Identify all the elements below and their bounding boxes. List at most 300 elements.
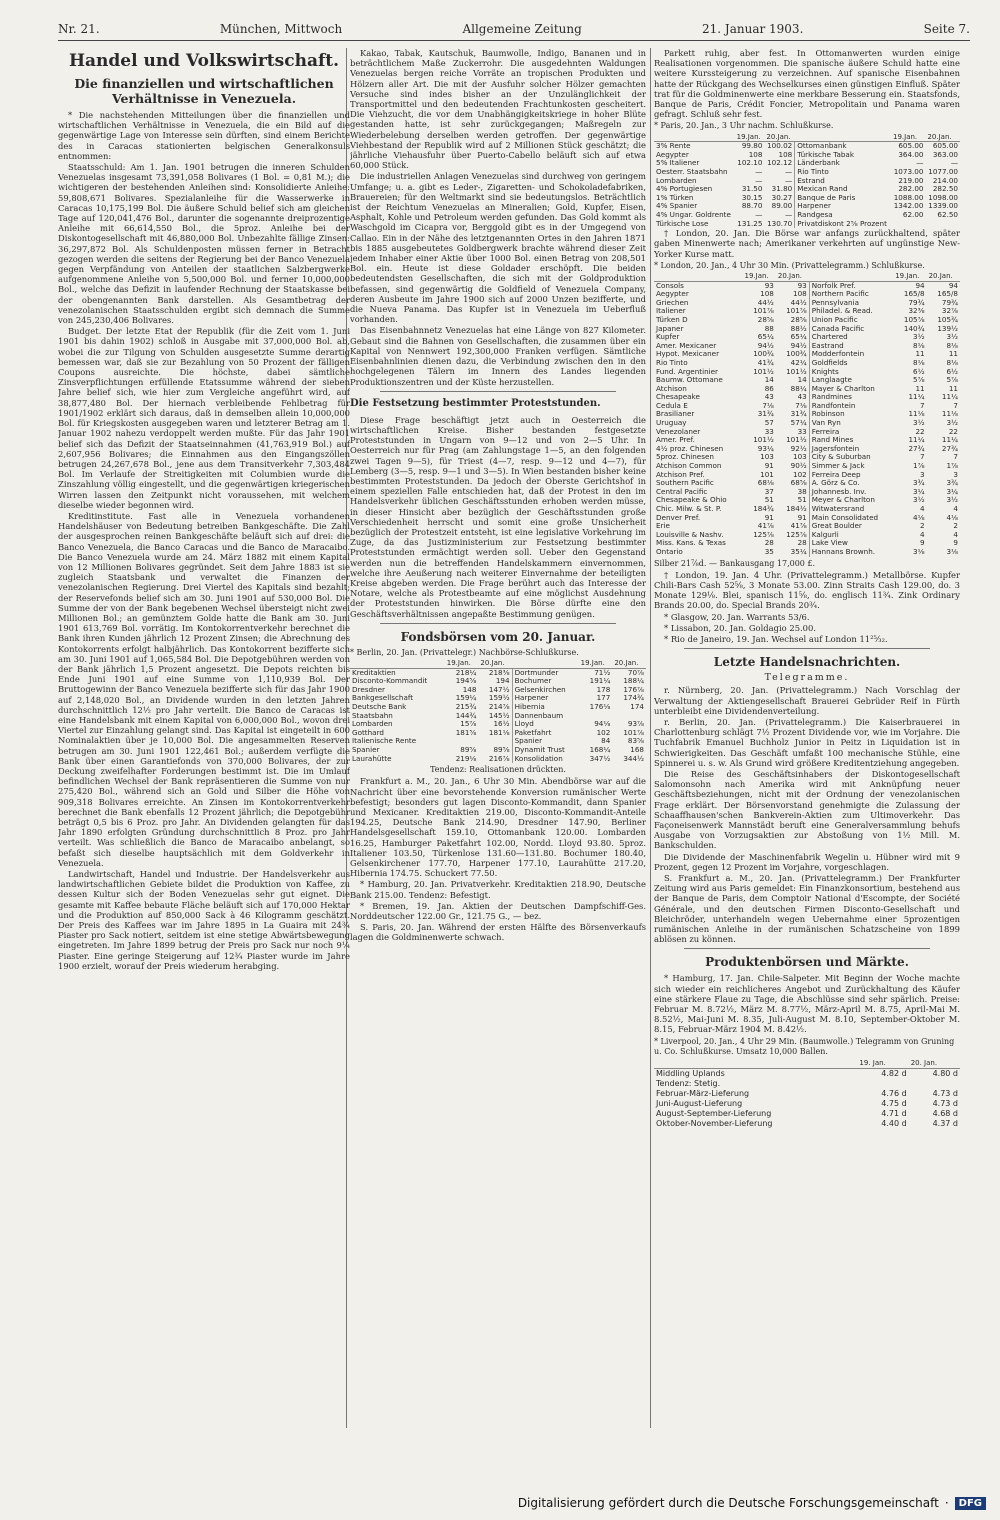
table-cell: 219.00 bbox=[898, 176, 924, 185]
table-row bbox=[654, 307, 960, 316]
table-cell: 7⅛ bbox=[762, 401, 774, 410]
column-header bbox=[654, 1058, 857, 1069]
table-cell: Konsolidation bbox=[512, 755, 579, 764]
table-cell: Rand Mines bbox=[809, 436, 893, 445]
table-cell: 68⅝ bbox=[790, 479, 807, 488]
table-row bbox=[350, 703, 646, 712]
table-cell: 194 bbox=[495, 677, 510, 686]
table-cell: 101½ bbox=[753, 367, 774, 376]
table-cell: Kalgurli bbox=[809, 531, 893, 540]
berlin-dateline: * Berlin, 20. Jan. (Privattelegr.) Nachbörse-Schlußkurse. bbox=[350, 647, 579, 657]
table-cell: 102.10 bbox=[737, 159, 763, 168]
table-cell: 344½ bbox=[623, 754, 644, 763]
table-cell: 4.75 d bbox=[881, 1099, 907, 1109]
table-row bbox=[654, 402, 960, 411]
table-cell: Türken D bbox=[656, 315, 688, 324]
table-cell: 7⅛ bbox=[795, 401, 807, 410]
table-row bbox=[654, 316, 960, 325]
table-row bbox=[654, 1069, 960, 1080]
table-cell: 7 bbox=[920, 453, 925, 462]
table-cell: Atchison bbox=[656, 384, 687, 393]
table-cell: 219⅛ bbox=[455, 754, 477, 763]
table-cell bbox=[891, 220, 925, 229]
table-row bbox=[654, 548, 960, 557]
table-row bbox=[654, 410, 960, 419]
table-row bbox=[654, 185, 960, 194]
table-cell: 11 bbox=[915, 350, 925, 359]
table-cell: Mayer & Charlton bbox=[809, 385, 893, 394]
berlin-note: Tendenz: Realisationen drückten. bbox=[430, 765, 566, 775]
issue-date: 21. Januar 1903. bbox=[702, 22, 804, 36]
liverpool-table bbox=[654, 1058, 960, 1129]
table-cell: 101⅞ bbox=[786, 307, 807, 316]
table-cell: 174¾ bbox=[623, 694, 644, 703]
column-header: 19.Jan. bbox=[893, 272, 926, 281]
table-cell: Spanier bbox=[512, 737, 579, 746]
table-row bbox=[654, 1079, 960, 1089]
table-row bbox=[654, 376, 960, 385]
table-cell: Witwatersrand bbox=[809, 505, 893, 514]
paragraph: r. Nürnberg, 20. Jan. (Privattelegramm.) Nach Vorschlag der Verwaltung der Aktiengesellschaft Brauerei Gebrüder Reif in Fürth unterbleibt eine Dividendenverteilung. bbox=[654, 685, 960, 716]
table-cell: 108 bbox=[778, 150, 793, 159]
table-row bbox=[350, 755, 646, 764]
table-cell: 8⅛ bbox=[913, 358, 925, 367]
table-cell: Randmines bbox=[809, 393, 893, 402]
table-cell: 108 bbox=[748, 150, 763, 159]
table-cell: 43 bbox=[797, 393, 807, 402]
table-cell: Chic. Milw. & St. P. bbox=[656, 505, 722, 513]
table-cell: 11¼ bbox=[908, 436, 925, 445]
table-cell: 125⅞ bbox=[753, 530, 774, 539]
table-cell: Banque de Paris bbox=[795, 194, 891, 203]
table-cell: 42¼ bbox=[790, 358, 807, 367]
table-row bbox=[654, 488, 960, 497]
table-cell: 7 bbox=[920, 401, 925, 410]
table-cell: 99.80 bbox=[741, 141, 763, 151]
table-cell: Amer. Mexicaner bbox=[656, 341, 717, 350]
table-cell: 57 bbox=[764, 419, 774, 428]
table-cell: Dannenbaum bbox=[512, 712, 579, 721]
table-row bbox=[654, 368, 960, 377]
paragraph: * Hamburg, 20. Jan. Privatverkehr. Kreditaktien 218.90, Deutsche Bank 215.00. Tendenz: Befestigt. bbox=[350, 879, 646, 900]
table-cell: Simmer & Jack bbox=[809, 462, 893, 471]
table-cell: Amer. Pref. bbox=[656, 436, 695, 445]
table-cell: 102 bbox=[596, 728, 611, 737]
table-cell: Rio Tinto bbox=[795, 168, 891, 177]
table-row bbox=[654, 393, 960, 402]
column-header: 20.Jan. bbox=[764, 133, 794, 142]
fonds-title: Fondsbörsen vom 20. Januar. bbox=[400, 629, 596, 644]
table-cell: 27¾ bbox=[941, 444, 958, 453]
table-row bbox=[654, 299, 960, 308]
table-cell: Staatsbahn bbox=[352, 711, 393, 720]
table-cell: 4 bbox=[920, 530, 925, 539]
table-cell: Ontario bbox=[656, 547, 683, 556]
table-cell: 184¾ bbox=[753, 505, 774, 513]
table-cell: 4.37 d bbox=[932, 1119, 958, 1129]
table-cell: 3 bbox=[953, 470, 958, 479]
table-cell: 3¼ bbox=[913, 487, 925, 496]
table-cell: 41⅞ bbox=[790, 522, 807, 531]
table-cell: Rio Tinto bbox=[656, 358, 688, 367]
table-cell: 178 bbox=[596, 685, 611, 694]
table-row bbox=[654, 168, 960, 177]
table-cell: 4.73 d bbox=[932, 1089, 958, 1099]
table-cell: 44½ bbox=[757, 298, 774, 307]
table-cell: 62.00 bbox=[902, 210, 924, 219]
table-row bbox=[654, 211, 960, 220]
table-cell: 41¾ bbox=[757, 358, 774, 367]
table-cell: 79¾ bbox=[941, 298, 958, 307]
paragraph: * Bremen, 19. Jan. Aktien der Deutschen Dampfschiff-Ges. Norddeutscher 122.00 Gr., 121.75 G., — bez. bbox=[350, 900, 646, 921]
paragraph: * Rio de Janeiro, 19. Jan. Wechsel auf London 11²⁵⁄₃₂. bbox=[664, 633, 888, 644]
table-cell: Ottomanbank bbox=[795, 142, 891, 151]
table-cell: 89⅝ bbox=[460, 745, 477, 754]
table-cell: 159¼ bbox=[455, 694, 477, 703]
table-cell: Lloyd bbox=[512, 720, 579, 729]
table-cell: 282.50 bbox=[932, 185, 958, 194]
table-cell: 91 bbox=[764, 462, 774, 471]
table-cell: 4.80 d bbox=[932, 1069, 958, 1079]
table-cell: 15⅞ bbox=[460, 720, 477, 729]
footer-text: Digitalisierung gefördert durch die Deutsche Forschungsgemeinschaft bbox=[517, 1496, 939, 1510]
table-cell: 102 bbox=[793, 470, 807, 479]
table-row bbox=[654, 220, 960, 229]
table-cell: 108 bbox=[793, 290, 807, 299]
table-cell: 88¼ bbox=[790, 384, 807, 393]
table-cell: 11 bbox=[915, 384, 925, 393]
table-cell: City & Suburban bbox=[809, 453, 893, 462]
article-title: Die finanziellen und wirtschaftlichen Verhältnisse in Venezuela. bbox=[74, 76, 334, 106]
table-cell: Main Consolidated bbox=[809, 514, 893, 523]
table-cell: 88 bbox=[764, 324, 774, 333]
table-row bbox=[350, 746, 646, 755]
table-cell: Italienische Rente bbox=[352, 737, 417, 746]
table-cell: 1077.00 bbox=[928, 168, 958, 176]
table-cell: 1⅞ bbox=[946, 462, 958, 471]
table-cell: 89⅝ bbox=[493, 745, 510, 754]
table-cell bbox=[909, 1079, 960, 1089]
last-news-title: Letzte Handelsnachrichten. bbox=[713, 655, 901, 670]
table-cell: 33 bbox=[797, 427, 807, 436]
table-cell: Japaner bbox=[656, 324, 684, 333]
table-cell: Disconto-Kommandit bbox=[352, 677, 428, 686]
table-cell: 11¼ bbox=[941, 393, 958, 402]
table-cell: Türkische Lose bbox=[656, 219, 709, 228]
table-row bbox=[654, 142, 960, 151]
table-cell: — bbox=[785, 210, 793, 219]
page-number: Seite 7. bbox=[923, 22, 970, 36]
table-cell: 101 bbox=[760, 470, 774, 479]
article-title: Die Festsetzung bestimmter Proteststunden. bbox=[350, 397, 601, 409]
table-cell: 94⅛ bbox=[594, 720, 611, 729]
table-cell: 11¼ bbox=[941, 436, 958, 445]
silver-line: Silber 21⅞d. — Bankausgang 17,000 £. bbox=[654, 558, 816, 568]
table-cell: 3 bbox=[920, 470, 925, 479]
table-cell: 4% Portugiesen bbox=[656, 185, 713, 194]
column-header: 20.Jan. bbox=[478, 659, 512, 668]
table-cell: — bbox=[755, 176, 763, 185]
table-row bbox=[654, 281, 960, 290]
table-row bbox=[654, 202, 960, 211]
paragraph: Die Reise des Geschäftsinhabers der Diskontogesellschaft Salomonsohn nach Amerika wird mit Anknüpfung neuer Geschäftsbeziehungen, nicht mit der Ordnung der venezolanischen Frage erklärt. Der Börsenvorstand genehmigte die Zulassung der Schaaffhausen'schen Bankverein-Aktien zum Ultimoverkehr. Das Façoneisenwerk Mannstädt beruft eine Generalversammlung behufs Ausgabe von Vorzugsaktien zur Abstoßung von 1½ Mill. M. Bankschulden. bbox=[654, 769, 960, 851]
paragraph: Parkett ruhig, aber fest. In Ottomanwerten wurden einige Realisationen vorgenommen. Die spanische äußere Schuld hatte eine weitere Kurssteigerung zu verzeichnen. Auf spanische Eisenbahnen hatte der Rückgang des Wechselkurses einen günstigen Einfluß. Später trat für die Goldminenwerte eine merkbare Besserung ein. Staatsfonds, Banque de Paris, Crédit Foncier, Metropolitain und Panama waren gefragt. Schluß sehr fest. bbox=[654, 48, 960, 120]
table-cell: 14 bbox=[764, 376, 774, 385]
column-header: 20.Jan. bbox=[612, 659, 646, 668]
place-day: München, Mittwoch bbox=[219, 22, 343, 36]
table-cell: 4⅛ bbox=[946, 513, 958, 522]
table-row bbox=[654, 1089, 960, 1099]
column-header: 20.Jan. bbox=[927, 272, 960, 281]
table-cell: Oesterr. Staatsbahn bbox=[656, 168, 728, 176]
table-cell: 194⅝ bbox=[455, 677, 477, 686]
table-row bbox=[654, 462, 960, 471]
paragraph: * Lissabon, 20. Jan. Goldagio 25.00. bbox=[664, 622, 816, 633]
table-cell: 93⅞ bbox=[627, 720, 644, 729]
table-cell: 35¼ bbox=[790, 547, 807, 556]
table-cell: 31.80 bbox=[771, 185, 793, 194]
table-cell: Griechen bbox=[656, 298, 689, 307]
table-cell: Meyer & Charlton bbox=[809, 496, 893, 505]
table-cell: 101½ bbox=[786, 436, 807, 445]
table-cell: Aegypter bbox=[656, 150, 689, 159]
table-cell: Knights bbox=[809, 368, 893, 377]
table-cell: 4 bbox=[953, 530, 958, 539]
table-cell: 216⅞ bbox=[488, 754, 510, 763]
column-3 bbox=[654, 48, 960, 1428]
table-cell: 93 bbox=[797, 281, 807, 290]
table-cell: Norfolk Pref. bbox=[809, 281, 893, 290]
table-cell: 93 bbox=[764, 281, 774, 290]
table-cell: 14 bbox=[797, 376, 807, 385]
table-cell: Goldfields bbox=[809, 359, 893, 368]
column-header: 19.Jan. bbox=[579, 659, 613, 668]
table-cell: 9 bbox=[920, 539, 925, 548]
column-header: 19.Jan. bbox=[445, 659, 479, 668]
table-cell: 364.00 bbox=[898, 150, 924, 159]
table-cell: 165/8 bbox=[903, 290, 925, 299]
table-cell: Bochumer bbox=[512, 677, 579, 686]
table-cell: 35 bbox=[764, 547, 774, 556]
table-cell: 28⅝ bbox=[757, 315, 774, 324]
column-header: 19. Jan. bbox=[857, 1058, 908, 1069]
table-cell: Louisville & Nashv. bbox=[656, 530, 724, 539]
table-cell: Lake View bbox=[809, 539, 893, 548]
table-cell: 94½ bbox=[790, 341, 807, 350]
table-cell: 37 bbox=[764, 487, 774, 496]
table-cell: 3½ bbox=[913, 333, 925, 342]
table-row bbox=[654, 159, 960, 168]
table-cell: 145½ bbox=[488, 711, 510, 720]
table-cell: 51 bbox=[797, 496, 807, 505]
table-cell: Fund. Argentinier bbox=[656, 367, 719, 376]
table-cell: Privatdiskont 2⅝ Prozent bbox=[795, 220, 891, 229]
table-cell: 168¼ bbox=[589, 745, 611, 754]
column-rule bbox=[650, 48, 651, 1428]
table-cell: Deutsche Bank bbox=[352, 702, 407, 711]
table-cell: 4⅛ bbox=[913, 513, 925, 522]
table-cell: Miss. Kans. & Texas bbox=[656, 539, 726, 548]
table-cell: 4% Spanier bbox=[656, 202, 698, 211]
table-cell: 84 bbox=[601, 737, 611, 746]
digitization-footer: Digitalisierung gefördert durch die Deutsche Forschungsgemeinschaft · DFG bbox=[518, 1496, 986, 1510]
table-cell: 4.71 d bbox=[881, 1109, 907, 1119]
table-cell: 5proz. Chinesen bbox=[656, 453, 714, 462]
table-cell: 32⅞ bbox=[941, 307, 958, 316]
table-cell: 31¾ bbox=[790, 410, 807, 419]
table-cell: 6½ bbox=[946, 367, 958, 376]
table-cell: 65¼ bbox=[757, 333, 774, 342]
paragraph: Diese Frage beschäftigt jetzt auch in Oesterreich die wirtschaftlichen Kreise. Bisher bestanden festgesetzte Proteststunden in Ungarn von 9—12 und von 2—5 Uhr. In Oesterreich nur für Prag (am Zahlungstage 1—5, an den folgenden zwei Tagen 9—5), für Triest (4—7, resp. 9—12 und 4—7), für Lemberg (3—5, resp. 9—1 und 3—5). In Wien bestanden bisher keine bestimmten Proteststunden. Da jedoch der Oberste Gerichtshof in einem speziellen Falle entschieden hat, daß der Protest in den im Handelsverkehr üblichen Geschäftsstunden erhoben werden müsse, in dieser Hinsicht aber bezüglich der Geschäftsstunden große Verschiedenheit herrscht und somit eine große Unsicherheit bezüglich der Protestzeit entsteht, ist eine legislative Vorkehrung im Zuge, da das Justizministerium zur Festsetzung bestimmter Proteststunden ermächtigt werden soll. Ueber den Gegenstand werden nun die betreffenden Handelskammern einvernommen, welche ihre Aeußerung nach weiterer Einvernahme der beteiligten Kreise abgeben werden. Die Frage berührt auch das Interesse der Notare, welche als Protestbeamte auf eine möglichst Ausdehnung der Proteststunden hinwirken. Die Börse dürfte eine den Geschäftsverhältnissen angepaßte Bestimmung genügen. bbox=[350, 414, 646, 619]
table-cell: Denver Pref. bbox=[656, 513, 701, 522]
table-cell: Lombarden bbox=[656, 176, 697, 185]
table-cell: 1073.00 bbox=[893, 168, 924, 176]
table-cell: Chesapeake & Ohio bbox=[656, 496, 727, 505]
table-cell: 9 bbox=[953, 539, 958, 548]
table-cell: 101⅞ bbox=[623, 728, 644, 737]
table-cell: Modderfontein bbox=[809, 350, 893, 359]
table-cell: Gelsenkirchen bbox=[512, 686, 579, 695]
table-cell: 3½ bbox=[913, 496, 925, 505]
table-cell: 88½ bbox=[790, 324, 807, 333]
table-cell: 11¼ bbox=[908, 393, 925, 402]
table-cell: 139½ bbox=[937, 324, 958, 333]
table-cell: 215¾ bbox=[455, 702, 477, 711]
table-cell: 38 bbox=[797, 487, 807, 496]
table-cell: 31.50 bbox=[741, 185, 763, 194]
table-cell: Chartered bbox=[809, 333, 893, 342]
table-cell: 8⅛ bbox=[913, 341, 925, 350]
paragraph: Frankfurt a. M., 20. Jan., 6 Uhr 30 Min. Abendbörse war auf die Nachricht über eine bevorstehende Konversion rumänischer Werte befestigt; besonders gut lagen Disconto-Kommandit, dann Spanier und Mexicaner. Kreditaktien 219.00, Disconto-Kommandit-Anteile 194.25, Deutsche Bank 214.90, Dresdner 147.90, Berliner Handelsgesellschaft 159.10, Ottomanbank 120.00. Lombarden 16.25, Hamburger Paketfahrt 102.00, Nordd. Lloyd 93.80. 5proz. Italiener 103.50, Türkenlose 131.60—131.80. Bochumer 180.40, Gelsenkirchener 177.70, Harpener 177.10, Laurahütte 217.20, Hibernia 174.75. Schuckert 77.50. bbox=[350, 776, 646, 879]
table-cell: 92½ bbox=[790, 444, 807, 453]
table-cell: 363.00 bbox=[932, 150, 958, 159]
table-cell: 31¾ bbox=[757, 410, 774, 419]
column-2 bbox=[350, 48, 646, 1428]
table-cell: 1342.00 bbox=[893, 202, 924, 211]
table-cell: Erie bbox=[656, 522, 670, 531]
table-cell: 3½ bbox=[946, 419, 958, 428]
table-cell: 165/8 bbox=[937, 290, 958, 299]
divider bbox=[380, 623, 616, 624]
divider bbox=[684, 648, 930, 649]
table-cell: 4.76 d bbox=[881, 1089, 907, 1099]
table-cell: — bbox=[755, 168, 763, 176]
table-cell bbox=[857, 1079, 908, 1089]
table-cell: Randgesa bbox=[795, 211, 891, 220]
table-cell: Februar-März-Lieferung bbox=[656, 1089, 750, 1099]
paris-quotes-table bbox=[654, 133, 960, 229]
table-cell: 89.00 bbox=[771, 202, 793, 211]
paragraph: Staatsschuld: Am 1. Jan. 1901 betrugen die inneren Schulden Venezuelas insgesamt 73,391,058 Bolivares (1 Bol. = 0,81 M.); die wichtigeren der bestehenden Anleihen sind: Konsolidierte Anleihe: 59,808,671 Bolivares. Spezialanleihe für die Wasserwerke in Caracas 10,175,199 Bol. Die äußere Schuld belief sich am gleichen Tage auf 120,041,476 Bol., darunter die sogenannte dreiprozentige Anleihe mit 66,614,550 Bol., die 5proz. Anleihe bei der Diskontogesellschaft mit 46,880,000 Bol. Unbezahlte fällige Zinsen: 36,297,872 Bol. Als Schuldenposten müssen ferner in Betracht gezogen werden die seitens der Regierung bei der Banco Venezuela gegen Verpfändung von Anteilen der staatlichen Salzbergwerke aufgenommene Anleihe von 5,500,000 Bol. und ferner 10,000,000 Bol., welche das Defizit in laufender Rechnung der Staatskasse bei der obengenannten Bank darstellen. Als Gesamtbetrag der venezolanischen Staatsschulden ergibt sich demnach die Summe von 245,230,406 Bolivares. bbox=[58, 162, 350, 326]
table-cell: 140¾ bbox=[903, 324, 925, 333]
table-cell: 3⅛ bbox=[913, 547, 925, 556]
table-cell: 218⅜ bbox=[488, 668, 510, 677]
table-cell: 43 bbox=[764, 393, 774, 402]
table-cell: Ferreira bbox=[809, 428, 893, 437]
paragraph: Landwirtschaft, Handel und Industrie. Der Handelsverkehr aus landwirtschaftlichen Gebiete bildet die Produktion von Kaffee, zu dessen Kultur sich der Boden Venezuelas sehr gut eignet. Die gesamte mit Kaffee bebaute Fläche beläuft sich auf 170,000 Hektar und die Produktion auf 850,000 Sack à 46 Kilogramm geschätzt. Der Preis des Kaffees war im Jahre 1895 in La Guaira mit 24¾ Piaster pro Sack notiert, seitdem ist eine stetige Abwärtsbewegung eingetreten. Im Jahre 1899 betrug der Preis pro Sack nur noch 9¼ Piaster. Eine geringe Steigerung auf 12¾ Piaster wurde im Jahre 1900 erzielt, worauf der Preis wiederum herabging. bbox=[58, 869, 350, 971]
table-cell: 32⅜ bbox=[908, 307, 925, 316]
table-cell: 184½ bbox=[786, 505, 807, 513]
table-cell: Baumw. Ottomane bbox=[656, 376, 723, 385]
table-cell: 100.02 bbox=[767, 141, 793, 151]
section-title: Handel und Volkswirtschaft. bbox=[68, 51, 340, 71]
table-cell: 100¾ bbox=[786, 350, 807, 359]
table-cell: 8⅛ bbox=[946, 341, 958, 350]
table-cell: Paketfahrt bbox=[512, 729, 579, 738]
table-cell: 5⅞ bbox=[946, 376, 958, 385]
table-cell: Dynamit Trust bbox=[512, 746, 579, 755]
table-cell: 3⅛ bbox=[946, 547, 958, 556]
paragraph: Kakao, Tabak, Kautschuk, Baumwolle, Indigo, Bananen und in beträchtlichem Maße Zuckerrohr. Die ausgedehnten Waldungen Venezuelas bergen reiche Vorräte an tropischen Produkten und Hölzern aller Art. Die mit der Ausfuhr solcher Hölzer gemachten Versuche sind indes bisher an der Unzulänglichkeit der Transportmittel und den bedeutenden Frachtunkosten gescheitert. Die Viehzucht, die vor dem Unabhängigkeitskriege in hoher Blüte gestanden hatte, ist sehr zurückgegangen; Maßregeln zur Wiederbelebung derselben werden getroffen. Der gegenwärtige Viehbestand der Republik wird auf 2 Millionen Stück geschätzt; die jährliche Viehausfuhr über Puerto-Cabello beläuft sich auf etwa 60,000 Stück. bbox=[350, 48, 646, 171]
table-cell: 347½ bbox=[589, 754, 611, 763]
table-row bbox=[350, 712, 646, 721]
table-row bbox=[350, 737, 646, 746]
table-cell: August-September-Lieferung bbox=[656, 1109, 772, 1119]
table-cell: Türkische Tabak bbox=[795, 151, 891, 160]
table-row bbox=[654, 471, 960, 480]
table-row bbox=[654, 1099, 960, 1109]
table-cell: 65¼ bbox=[790, 333, 807, 342]
table-cell: 91 bbox=[797, 513, 807, 522]
table-cell: 22 bbox=[915, 427, 925, 436]
table-cell bbox=[612, 712, 646, 721]
table-cell: Canada Pacific bbox=[809, 325, 893, 334]
table-cell: 181⅛ bbox=[488, 728, 510, 737]
table-row bbox=[654, 1119, 960, 1129]
table-cell: 1088.00 bbox=[893, 193, 924, 202]
table-cell: Uruguay bbox=[656, 419, 687, 428]
table-cell: Kreditaktien bbox=[352, 668, 396, 677]
table-cell: Brasilianer bbox=[656, 410, 695, 419]
table-row bbox=[654, 514, 960, 523]
table-cell: 2 bbox=[920, 522, 925, 531]
table-cell: Middling Uplands bbox=[656, 1069, 725, 1079]
table-cell: 3% Rente bbox=[656, 141, 691, 151]
telegrams-subtitle: Telegramme. bbox=[764, 672, 850, 684]
table-cell: 91 bbox=[764, 513, 774, 522]
column-1 bbox=[58, 48, 350, 1428]
table-cell: 125⅞ bbox=[786, 530, 807, 539]
paragraph: * Glasgow, 20. Jan. Warrants 53/6. bbox=[664, 611, 810, 622]
table-row bbox=[654, 333, 960, 342]
table-cell: 4.40 d bbox=[881, 1119, 907, 1129]
table-row bbox=[654, 522, 960, 531]
table-cell: Gotthard bbox=[352, 728, 384, 737]
table-cell: 4.73 d bbox=[932, 1099, 958, 1109]
table-cell: 11⅛ bbox=[941, 410, 958, 419]
table-cell: Central Pacific bbox=[656, 487, 708, 496]
column-header: 19.Jan. bbox=[891, 133, 925, 142]
divider bbox=[684, 948, 930, 949]
table-cell: Dresdner bbox=[352, 685, 385, 694]
table-cell: 4 bbox=[953, 505, 958, 513]
table-cell: 282.00 bbox=[898, 185, 924, 194]
table-cell: — bbox=[785, 176, 793, 185]
table-cell: 62.50 bbox=[937, 210, 958, 219]
table-cell: 131.25 bbox=[737, 219, 763, 228]
table-cell: Oktober-November-Lieferung bbox=[656, 1119, 773, 1129]
table-cell: Jagersfontein bbox=[809, 445, 893, 454]
dfg-logo: DFG bbox=[955, 1497, 986, 1510]
table-row bbox=[654, 325, 960, 334]
table-cell: 1⅞ bbox=[913, 462, 925, 471]
table-row bbox=[654, 445, 960, 454]
table-cell: Atchison Pref. bbox=[656, 470, 705, 479]
table-cell: — bbox=[916, 159, 924, 168]
table-cell: 7 bbox=[953, 453, 958, 462]
table-cell: 5⅞ bbox=[913, 376, 925, 385]
table-cell: 90½ bbox=[790, 462, 807, 471]
